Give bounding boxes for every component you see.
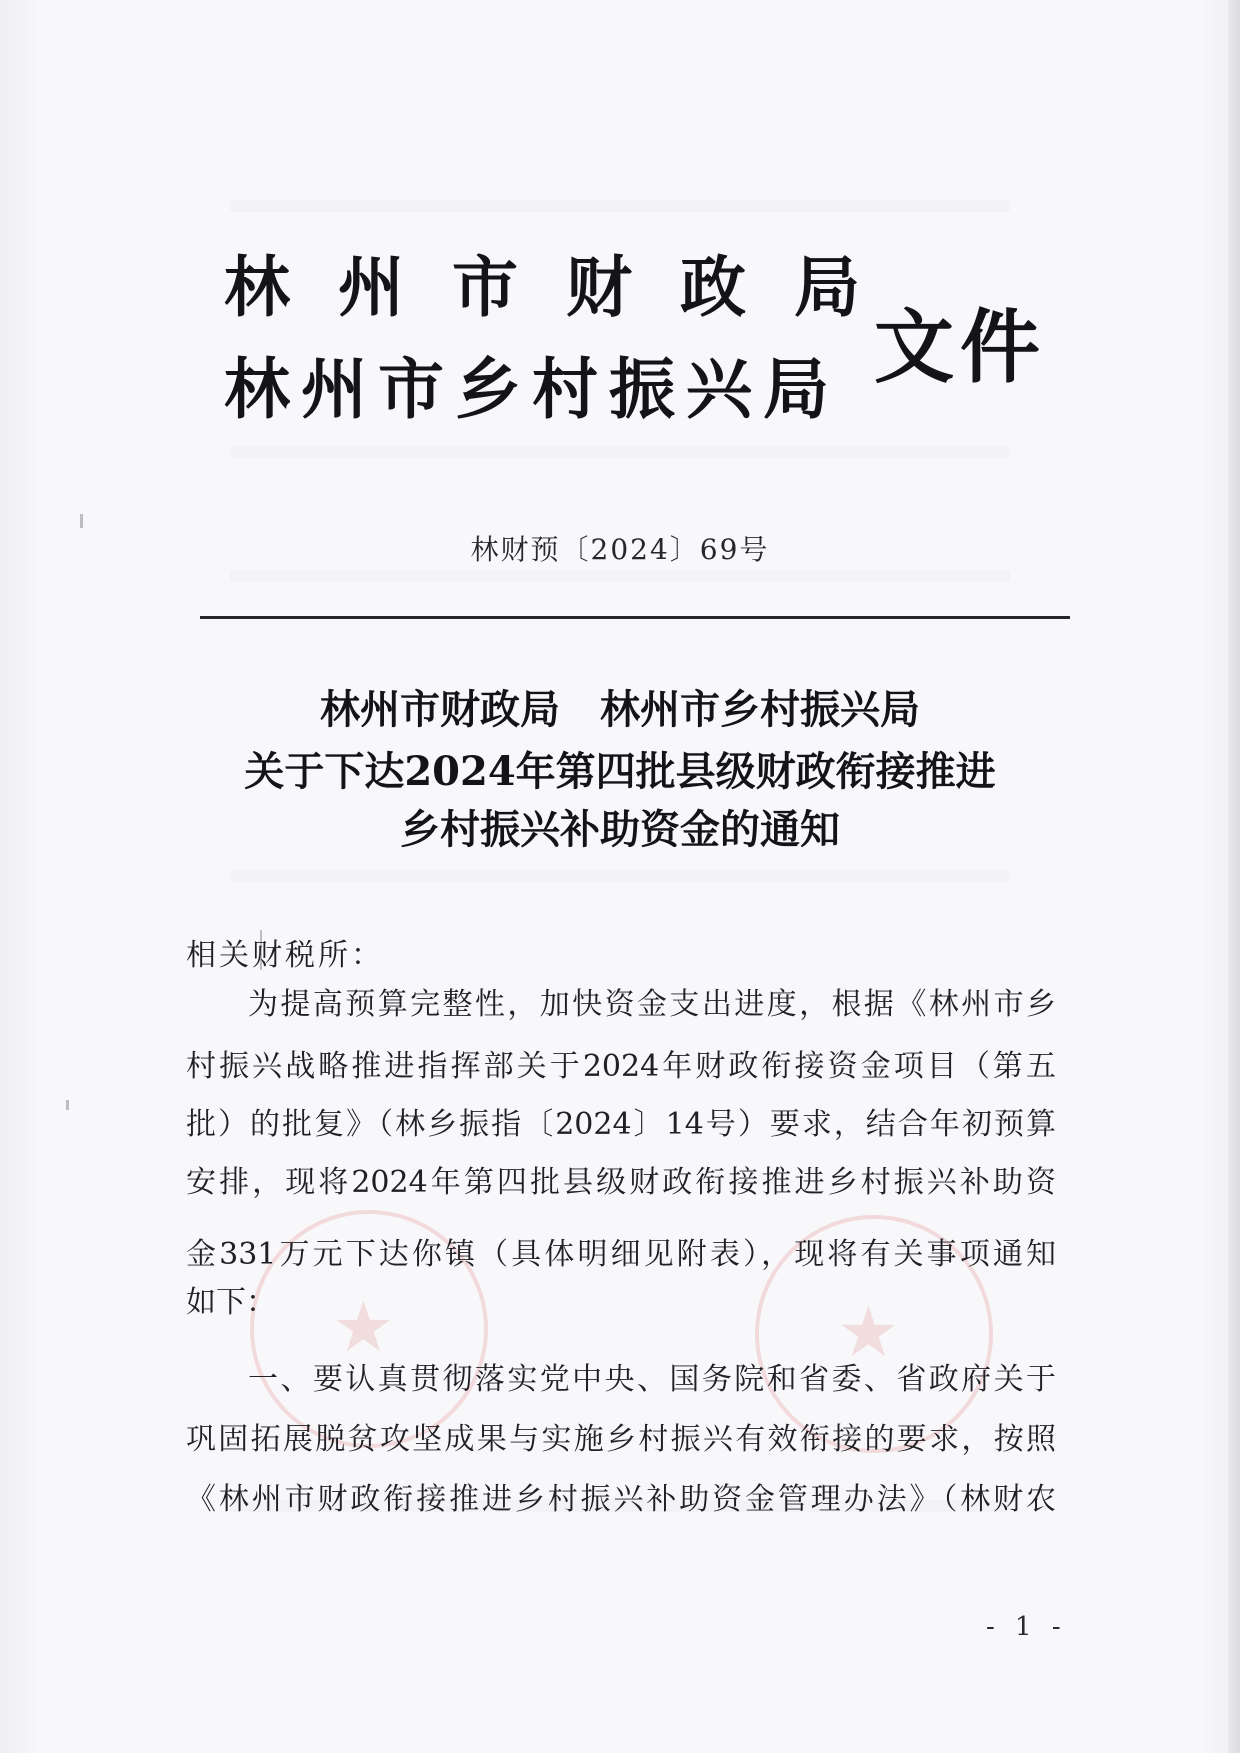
paragraph-1-line: 村振兴战略推进指挥部关于2024年财政衔接资金项目（第五 xyxy=(186,1049,1056,1084)
paragraph-1-line: 批）的批复》（林乡振指〔2024〕14号）要求，结合年初预算 xyxy=(186,1107,1056,1142)
star-icon: ★ xyxy=(332,1286,395,1368)
document-type-label: 文件 xyxy=(874,300,1046,394)
page-edge xyxy=(1228,0,1240,1753)
salutation: 相关财税所： xyxy=(186,938,384,973)
paragraph-2-line: 一、要认真贯彻落实党中央、国务院和省委、省政府关于 xyxy=(248,1362,1056,1397)
paragraph-2-line: 《林州市财政衔接推进乡村振兴补助资金管理办法》（林财农 xyxy=(186,1482,1056,1517)
paragraph-1-line: 如下： xyxy=(186,1285,276,1320)
scan-mark xyxy=(66,1100,69,1110)
bleed-through xyxy=(230,870,1010,882)
issuer-name-2: 林州市乡村振兴局 xyxy=(224,350,840,428)
paragraph-1-line: 安排，现将2024年第四批县级财政衔接推进乡村振兴补助资 xyxy=(186,1165,1056,1200)
bleed-through xyxy=(230,200,1010,212)
star-icon: ★ xyxy=(837,1291,900,1373)
notice-title-line-2: 关于下达2024年第四批县级财政衔接推进 xyxy=(244,748,996,795)
bleed-through xyxy=(230,446,1010,458)
bleed-through xyxy=(230,570,1010,582)
notice-title-line-1: 林州市财政局 林州市乡村振兴局 xyxy=(320,686,920,733)
header-divider xyxy=(200,616,1070,619)
paragraph-1-line: 为提高预算完整性，加快资金支出进度，根据《林州市乡 xyxy=(248,987,1056,1022)
notice-title-line-3: 乡村振兴补助资金的通知 xyxy=(400,806,840,853)
paragraph-1-line: 金331万元下达你镇（具体明细见附表），现将有关事项通知 xyxy=(186,1237,1056,1272)
paragraph-2-line: 巩固拓展脱贫攻坚成果与实施乡村振兴有效衔接的要求，按照 xyxy=(186,1422,1056,1457)
scan-mark xyxy=(80,514,83,528)
page-number: - 1 - xyxy=(986,1612,1067,1642)
issuer-name-1: 林州市财政局 xyxy=(224,248,908,326)
document-number: 林财预〔2024〕69号 xyxy=(470,533,770,566)
